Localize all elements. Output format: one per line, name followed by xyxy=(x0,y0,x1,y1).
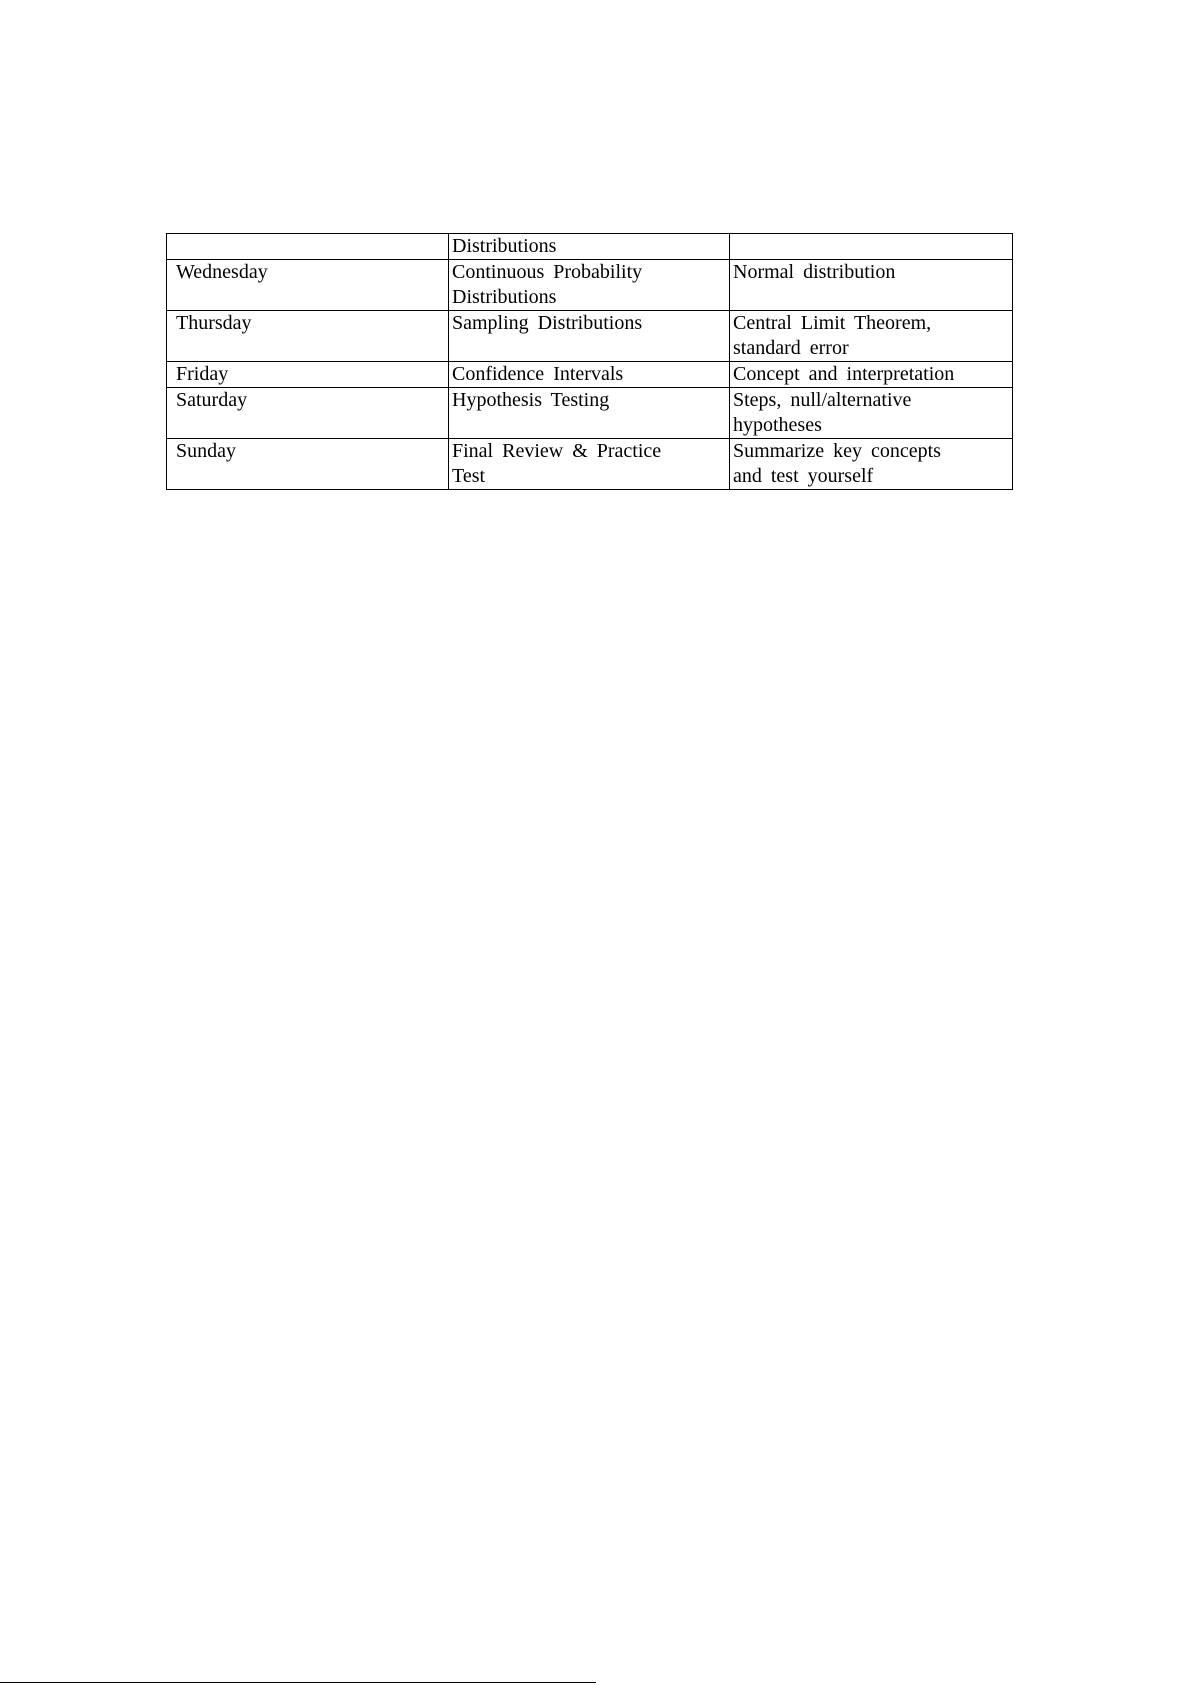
day-cell: Wednesday xyxy=(167,260,449,311)
topic-cell: Confidence Intervals xyxy=(449,362,730,388)
day-cell xyxy=(167,234,449,260)
study-schedule-table xyxy=(166,233,1013,490)
focus-cell: Steps, null/alternative hypotheses xyxy=(730,388,1013,439)
focus-cell: Summarize key concepts and test yourself xyxy=(730,439,1013,490)
day-cell: Saturday xyxy=(167,388,449,439)
topic-cell: Distributions xyxy=(449,234,730,260)
day-cell: Friday xyxy=(167,362,449,388)
topic-cell: Final Review & Practice Test xyxy=(449,439,730,490)
focus-cell: Concept and interpretation xyxy=(730,362,1013,388)
topic-cell: Hypothesis Testing xyxy=(449,388,730,439)
day-cell: Sunday xyxy=(167,439,449,490)
focus-cell: Normal distribution xyxy=(730,260,1013,311)
table-row xyxy=(167,362,1013,388)
table-row xyxy=(167,234,1013,260)
table-row xyxy=(167,311,1013,362)
table-row xyxy=(167,439,1013,490)
table-row xyxy=(167,388,1013,439)
day-cell: Thursday xyxy=(167,311,449,362)
topic-cell: Sampling Distributions xyxy=(449,311,730,362)
table-row xyxy=(167,260,1013,311)
footnote-separator xyxy=(0,1682,596,1683)
focus-cell xyxy=(730,234,1013,260)
focus-cell: Central Limit Theorem, standard error xyxy=(730,311,1013,362)
topic-cell: Continuous Probability Distributions xyxy=(449,260,730,311)
